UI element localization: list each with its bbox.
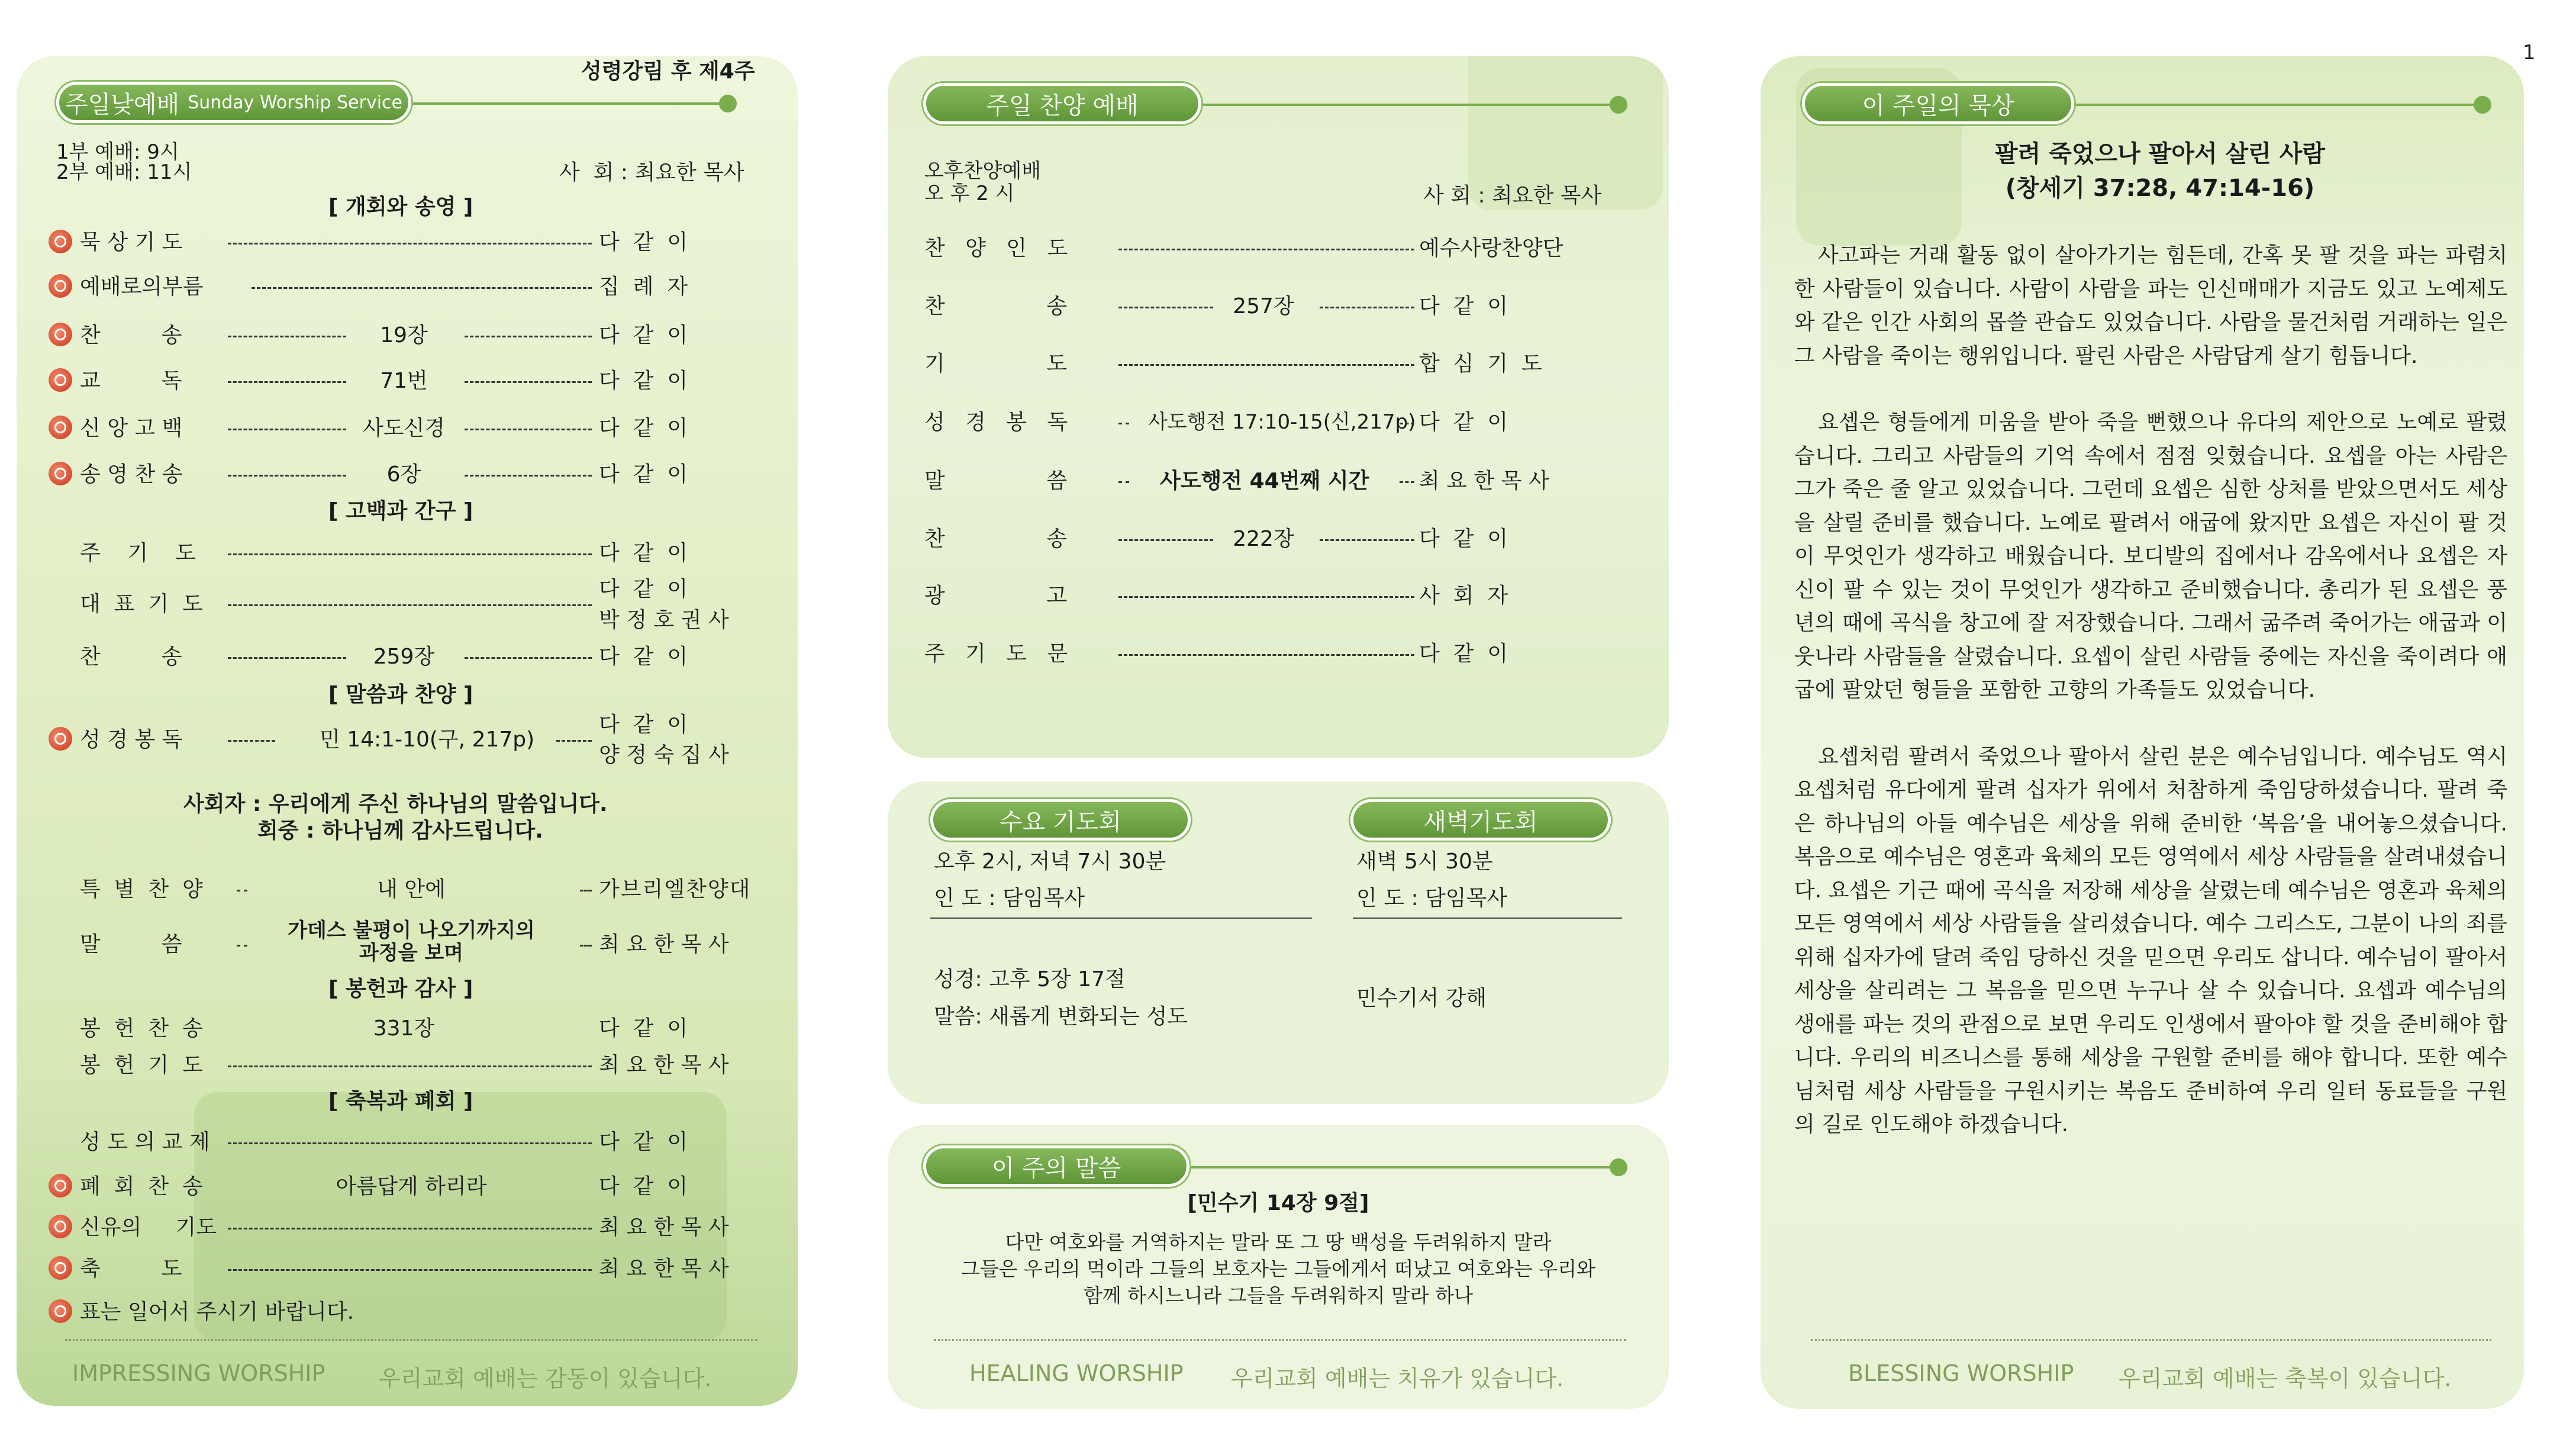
leader-dashes	[228, 1228, 592, 1229]
order-label: 대 표 기 도	[80, 592, 203, 616]
verse-line: 그들은 우리의 먹이라 그들의 보호자는 그들에게서 떠났고 여호와는 우리와	[960, 1257, 1596, 1280]
tab-title-en: Sunday Worship Service	[188, 92, 402, 113]
leader-dashes	[465, 381, 592, 383]
order-leader: 다 같 이	[599, 541, 688, 565]
meditation-tab	[1802, 83, 2074, 124]
tab-title: 수요 기도회	[1000, 808, 1121, 836]
leader-dashes	[228, 381, 346, 383]
order-detail: 6장	[386, 462, 421, 487]
order-leader: 가브리엘찬양대	[599, 877, 752, 902]
order-label: 주 기 도	[80, 541, 196, 565]
order-label: 묵 상 기 도	[80, 230, 183, 255]
section-heading: [ 축복과 폐회 ]	[328, 1089, 473, 1113]
footer-en: HEALING WORSHIP	[969, 1360, 1184, 1386]
tab-rule	[402, 102, 734, 105]
leader-dashes	[1118, 596, 1414, 598]
tab-dot	[1610, 1158, 1627, 1176]
order-label: 성 도 의 교 제	[80, 1130, 210, 1154]
order-leader: 다 같 이	[599, 1016, 688, 1041]
order-leader: 다 같 이	[599, 1130, 688, 1154]
wednesday-time: 오후 2시, 저녁 7시 30분	[934, 849, 1166, 874]
tab-rule	[2071, 104, 2485, 106]
order-label: 성 경 봉 독	[80, 728, 183, 752]
leader-dashes	[1400, 481, 1414, 483]
order-leader: 최 요 한 목 사	[1419, 469, 1549, 493]
verse-line: 함께 하시느니라 그들을 두려워하지 말라 하나	[1083, 1284, 1474, 1307]
order-detail: 사도행전 17:10-15(신,217p)	[1148, 410, 1416, 434]
stand-bullet-icon	[49, 1256, 72, 1280]
tab-title: 새벽기도회	[1423, 808, 1538, 836]
order-detail: 19장	[380, 323, 428, 347]
stand-bullet-icon	[49, 727, 72, 751]
leader-dashes	[228, 657, 346, 659]
leader-dashes	[228, 1142, 592, 1144]
order-leader: 집 례 자	[599, 275, 688, 299]
order-detail: 사도신경	[362, 416, 446, 440]
wednesday-leader: 인 도 : 담임목사	[934, 886, 1085, 910]
order-leader: 최 요 한 목 사	[599, 932, 729, 957]
leader-dashes	[252, 287, 592, 289]
stand-bullet-icon	[49, 274, 72, 298]
order-label: 봉 헌 찬 송	[80, 1016, 203, 1041]
order-label: 찬 송	[924, 527, 1068, 551]
sunday-worship-tab	[56, 82, 411, 123]
stand-bullet-icon	[49, 1174, 72, 1198]
tab-dot	[1610, 96, 1627, 114]
order-label: 성 경 봉 독	[924, 410, 1068, 434]
meditation-paragraph: 요셉은 형들에게 미움을 받아 죽을 뻔했으나 유다의 제안으로 노예로 팔렸습니다. 그리고 사람들의 기억 속에서 점점 잊혔습니다. 요셉을 아는 사람은 그가 죽은 줄 알고 있었습니다. 그런데 요셉은 심한 상처를 받았으면서도 세상을 살릴 준비를 했습니다. 노예로 팔려서 애굽에 왔지만 요셉은 자신이 팔 것이 무엇인가 생각하고 배웠습니다. 보디발의 집에서나 감옥에서나 요셉은 자신이 팔 수 있는 것이 무엇인가 생각하고 준비했습니다. 총리가 된 요셉은 풍년의 때에 곡식을 창고에 잘 저장했습니다. 그래서 굶주려 죽어가는 애굽과 이웃나라 사람들을 살렸습니다. 요셉이 살린 사람들 중에는 자신을 죽이려다 애굽에 팔았던 형들을 포함한 고향의 가족들도 있었습니다.	[1794, 410, 2507, 702]
leader-dashes	[1118, 423, 1129, 424]
tab-title-ko: 주일낮예배	[65, 91, 180, 118]
order-leader: 최 요 한 목 사	[599, 1053, 729, 1077]
stand-bullet-icon	[49, 323, 72, 346]
leader-dashes	[1118, 654, 1414, 656]
order-detail: 257장	[1233, 294, 1294, 318]
weekly-verse-tab	[923, 1145, 1189, 1187]
leader-dashes	[228, 740, 275, 742]
tab-dot	[719, 95, 737, 112]
order-leader: 합 심 기 도	[1419, 352, 1542, 376]
presider: 사 회 : 최요한 목사	[1423, 184, 1602, 208]
meditation-paragraph: 요셉처럼 팔려서 죽었으나 팔아서 살린 분은 예수님입니다. 예수님도 역시 요셉처럼 유다에게 팔려 십자가 위에서 처참하게 죽임당하셨습니다. 팔려 죽은 하나님의 아들 예수님은 세상을 위해 준비한 ‘복음’을 내어놓으셨습니다. 복음으로 예수님은 영혼과 육체의 모든 영역에서 세상 사람들을 살려내셨습니다. 요셉은 기근 때에 곡식을 저장해 세상을 살렸는데 예수님은 영혼과 육체의 모든 영역에서 세상 사람들을 살리셨습니다. 예수 그리스도, 그분이 나의 죄를 위해 십자가에 달려 죽임 당하신 것을 믿으면 우리도 삽니다. 예수님이 팔아서 세상을 살리려는 그 복음을 믿으면 누구나 살 수 있습니다. 요셉과 예수님의 생애를 파는 것의 관점으로 보면 우리도 인생에서 팔아야 할 것을 준비해야 합니다. 우리의 비즈니스를 통해 세상을 구원할 준비를 해야 합니다. 또한 예수님처럼 세상 사람들을 구원시키는 복음도 준비하여 우리 일터 동료들을 구원의 길로 인도해야 하겠습니다.	[1794, 744, 2507, 1137]
tab-rule	[1184, 1166, 1621, 1168]
underline	[930, 918, 1312, 919]
wednesday-scripture: 성경: 고후 5장 17절	[934, 967, 1126, 992]
order-detail: 331장	[373, 1016, 435, 1041]
order-label: 예배로의부름	[80, 275, 204, 299]
footer-en: BLESSING WORSHIP	[1848, 1360, 2074, 1386]
meditation-body	[1794, 239, 2507, 1142]
order-leader: 다 같 이	[599, 645, 688, 669]
presider: 사 회 : 최요한 목사	[559, 160, 744, 185]
leader-dashes	[228, 553, 592, 555]
leader-dashes	[465, 657, 592, 659]
section-heading: [ 말씀과 찬양 ]	[328, 683, 473, 707]
order-leader: 다 같 이	[599, 577, 688, 601]
footer-ko: 우리교회 예배는 치유가 있습니다.	[1231, 1366, 1564, 1392]
footer-en: IMPRESSING WORSHIP	[72, 1360, 325, 1386]
stand-bullet-icon	[49, 230, 72, 253]
stand-bullet-icon	[49, 416, 72, 439]
section-heading: [ 고백과 간구 ]	[328, 499, 473, 523]
season-label: 성령강림 후 제4주	[581, 59, 755, 83]
stand-bullet-icon	[49, 368, 72, 392]
afternoon-worship-tab	[923, 83, 1201, 124]
leader-dashes	[228, 336, 346, 337]
verse-line: 다만 여호와를 거역하지는 말라 또 그 땅 백성을 두려워하지 말라	[1005, 1231, 1552, 1254]
leader-dashes	[237, 945, 247, 947]
order-label: 말 씀	[924, 469, 1068, 493]
dawn-content: 민수기서 강해	[1356, 986, 1487, 1010]
leader-dashes	[237, 890, 247, 891]
sermon-title: 가데스 불평이 나오기까지의 과정을 보며	[288, 919, 535, 965]
order-leader: 다 같 이	[1419, 642, 1508, 666]
tab-dot	[2474, 96, 2491, 114]
leader-dashes	[1118, 364, 1414, 366]
order-leader: 다 같 이	[599, 369, 688, 393]
leader-dashes	[465, 429, 592, 430]
order-leader: 다 같 이	[1419, 527, 1508, 551]
order-detail: 내 안에	[377, 877, 446, 902]
dawn-prayer-tab	[1350, 799, 1611, 841]
order-label: 찬 송	[80, 323, 182, 347]
leader-dashes	[1118, 307, 1213, 308]
tab-title: 주일 찬양 예배	[986, 92, 1139, 120]
order-label: 특 별 찬 양	[80, 877, 203, 902]
order-label: 신 앙 고 백	[80, 416, 183, 440]
verse-reference: [민수기 14장 9절]	[1187, 1191, 1369, 1215]
tab-title: 이 주의 말씀	[991, 1154, 1121, 1182]
order-leader: 다 같 이	[599, 713, 688, 737]
order-leader: 다 같 이	[599, 1174, 688, 1199]
leader-dashes	[556, 740, 592, 742]
meditation-subtitle: (창세기 37:28, 47:14-16)	[2005, 175, 2315, 202]
order-leader: 다 같 이	[1419, 294, 1508, 318]
order-detail: 222장	[1233, 527, 1294, 551]
dawn-time: 새벽 5시 30분	[1356, 849, 1493, 874]
tab-title: 이 주일의 묵상	[1862, 92, 2014, 120]
order-leader: 다 같 이	[599, 416, 688, 440]
order-leader: 다 같 이	[599, 323, 688, 347]
leader-dashes	[580, 890, 592, 891]
leader-dashes	[1118, 249, 1414, 250]
order-leader-name: 양 정 숙 집 사	[599, 743, 729, 767]
wednesday-prayer-tab	[930, 799, 1191, 841]
leader-dashes	[1118, 481, 1129, 483]
order-label: 찬 송	[80, 645, 182, 669]
section-heading: [ 개회와 송영 ]	[328, 195, 473, 219]
stand-note: 표는 일어서 주시기 바랍니다.	[80, 1300, 354, 1324]
page-number: 1	[2523, 41, 2536, 65]
leader-dashes	[1400, 423, 1414, 424]
section-heading: [ 봉헌과 감사 ]	[328, 977, 473, 1001]
order-label: 광 고	[924, 584, 1068, 608]
footer-rule	[1811, 1339, 2491, 1341]
order-leader: 예수사랑찬양단	[1419, 236, 1563, 260]
response-leader: 사회자 : 우리에게 주신 하나님의 말씀입니다.	[183, 792, 608, 816]
service-time: 오 후 2 시	[924, 182, 1015, 205]
meditation-title: 팔려 죽었으나 팔아서 살린 사람	[1994, 140, 2326, 168]
order-detail: 아름답게 하리라	[336, 1174, 487, 1199]
order-leader: 다 같 이	[599, 230, 688, 255]
order-label: 송 영 찬 송	[80, 462, 183, 487]
stand-bullet-icon	[49, 462, 72, 485]
order-leader: 다 같 이	[1419, 410, 1508, 434]
leader-dashes	[228, 243, 592, 244]
leader-dashes	[1320, 307, 1414, 308]
underline	[1353, 918, 1622, 919]
response-congregation: 회중 : 하나님께 감사드립니다.	[257, 819, 543, 843]
leader-dashes	[465, 336, 592, 337]
order-label: 축 도	[80, 1257, 182, 1281]
stand-bullet-icon	[49, 1215, 72, 1238]
order-label: 말 씀	[80, 932, 182, 957]
meditation-paragraph: 사고파는 거래 활동 없이 살아가기는 힘든데, 간혹 못 팔 것을 파는 파렴치한 사람들이 있습니다. 사람이 사람을 파는 인신매매가 지금도 있고 노예제도와 같은 인간 사회의 몹쓸 관습도 있었습니다. 사람을 물건처럼 거래하는 일은 그 사람을 죽이는 행위입니다. 팔린 사람은 사람답게 살기 힘듭니다.	[1794, 243, 2507, 368]
leader-dashes	[465, 475, 592, 477]
order-label: 폐 회 찬 송	[80, 1174, 203, 1199]
footer-rule	[65, 1339, 757, 1341]
order-label: 봉 헌 기 도	[80, 1053, 203, 1077]
order-detail: 71번	[380, 369, 428, 393]
order-label: 주 기 도 문	[924, 642, 1068, 666]
order-detail: 민 14:1-10(구, 217p)	[320, 728, 535, 752]
wednesday-sermon: 말씀: 새롭게 변화되는 성도	[934, 1005, 1188, 1029]
order-detail: 259장	[373, 645, 435, 669]
leader-dashes	[580, 945, 592, 947]
leader-dashes	[228, 1066, 592, 1067]
order-leader: 다 같 이	[599, 462, 688, 487]
order-label: 찬 양 인 도	[924, 236, 1068, 260]
order-label: 교 독	[80, 369, 182, 393]
footer-ko: 우리교회 예배는 축복이 있습니다.	[2119, 1366, 2452, 1392]
service-time-2: 2부 예배: 11시	[56, 160, 192, 184]
leader-dashes	[228, 475, 346, 477]
footer-rule	[934, 1339, 1626, 1341]
footer-ko: 우리교회 예배는 감동이 있습니다.	[379, 1366, 712, 1392]
dawn-leader: 인 도 : 담임목사	[1356, 886, 1508, 910]
order-label: 신유의 기도	[80, 1215, 217, 1240]
order-leader: 사 회 자	[1419, 584, 1508, 608]
stand-bullet-icon	[49, 1299, 72, 1323]
order-leader: 최 요 한 목 사	[599, 1257, 729, 1281]
leader-dashes	[228, 429, 346, 430]
leader-dashes	[228, 604, 592, 606]
order-label: 기 도	[924, 352, 1068, 376]
order-label: 찬 송	[924, 294, 1068, 318]
order-leader: 최 요 한 목 사	[599, 1215, 729, 1240]
service-time-1: 1부 예배: 9시	[56, 140, 179, 164]
order-detail: 사도행전 44번째 시간	[1160, 469, 1369, 493]
order-leader-name: 박 정 호 권 사	[599, 608, 729, 632]
leader-dashes	[1118, 539, 1213, 541]
service-name: 오후찬양예배	[924, 159, 1042, 183]
leader-dashes	[1320, 539, 1414, 541]
tab-rule	[1195, 104, 1621, 106]
leader-dashes	[228, 1269, 592, 1271]
